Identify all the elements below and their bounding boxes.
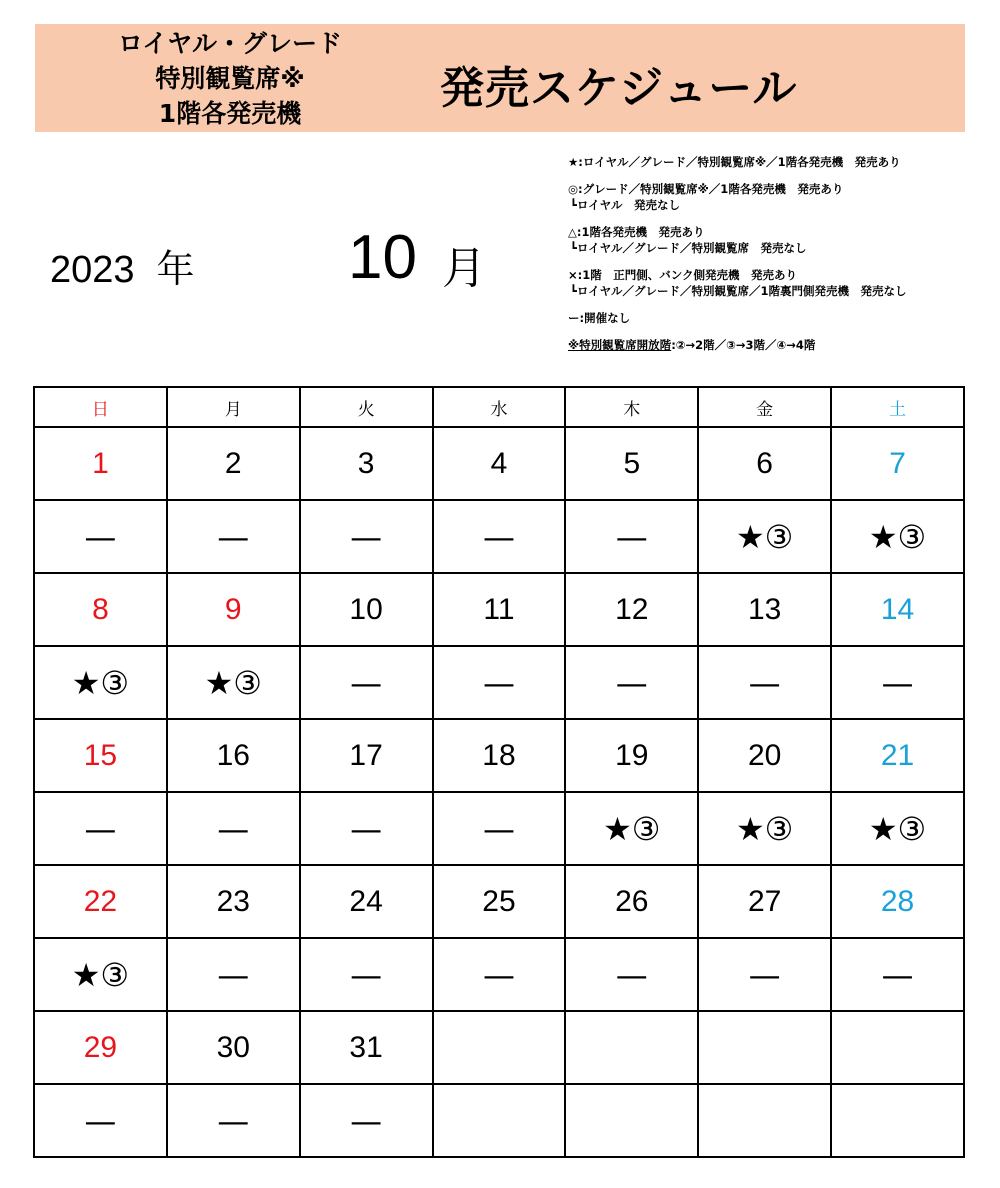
date-cell: 21 (831, 719, 964, 792)
date-cell: 6 (698, 427, 831, 500)
legend-triangle-sub: ┗ロイヤル／グレード／特別観覧席 発売なし (570, 241, 807, 255)
status-cell: — (300, 500, 433, 573)
status-cell: ★③ (34, 646, 167, 719)
date-cell: 9 (167, 573, 300, 646)
status-cell: — (698, 646, 831, 719)
date-cell (433, 1011, 566, 1084)
legend-double-circle (568, 181, 988, 213)
legend-cross-text: ×:1階 正門側、バンク側発売機 発売あり (568, 268, 798, 282)
legend-star (568, 154, 988, 170)
status-cell: — (300, 792, 433, 865)
legend-dash (568, 310, 988, 326)
date-cell: 20 (698, 719, 831, 792)
date-cell: 2 (167, 427, 300, 500)
legend (568, 154, 988, 364)
status-cell: ★③ (698, 500, 831, 573)
date-cell: 26 (565, 865, 698, 938)
date-cell: 1 (34, 427, 167, 500)
weekday-header-row (34, 387, 964, 427)
status-row (34, 1084, 964, 1157)
status-cell: ★③ (831, 500, 964, 573)
status-row (34, 500, 964, 573)
year-label (50, 238, 195, 293)
status-cell: — (34, 792, 167, 865)
status-cell: ★③ (831, 792, 964, 865)
status-cell (565, 1084, 698, 1157)
status-cell: — (300, 646, 433, 719)
weekday-sat: 土 (831, 387, 964, 427)
status-row (34, 938, 964, 1011)
status-cell: — (433, 646, 566, 719)
date-cell: 15 (34, 719, 167, 792)
date-row (34, 719, 964, 792)
date-cell: 14 (831, 573, 964, 646)
page-title: 発売スケジュール (440, 63, 798, 114)
month-unit: 月 (442, 243, 486, 294)
status-cell (831, 1084, 964, 1157)
legend-note-text: :②→2階／③→3階／④→4階 (671, 338, 816, 352)
legend-double-circle-text: ◎:グレード／特別観覧席※／1階各発売機 発売あり (568, 182, 844, 196)
legend-note (568, 337, 988, 353)
legend-cross (568, 267, 988, 299)
date-cell: 27 (698, 865, 831, 938)
status-cell: — (698, 938, 831, 1011)
weekday-mon: 月 (167, 387, 300, 427)
venue-block (80, 26, 380, 131)
status-cell: — (565, 646, 698, 719)
status-cell: — (34, 1084, 167, 1157)
date-cell: 3 (300, 427, 433, 500)
legend-triangle (568, 224, 988, 256)
date-cell: 16 (167, 719, 300, 792)
date-cell: 31 (300, 1011, 433, 1084)
date-cell: 19 (565, 719, 698, 792)
calendar-table (33, 386, 965, 1158)
venue-line-1: ロイヤル・グレード (117, 29, 342, 58)
date-cell (565, 1011, 698, 1084)
weekday-sun: 日 (34, 387, 167, 427)
venue-line-2: 特別観覧席※ (155, 64, 305, 93)
date-cell: 23 (167, 865, 300, 938)
date-cell: 8 (34, 573, 167, 646)
date-cell: 17 (300, 719, 433, 792)
status-cell: — (300, 1084, 433, 1157)
weekday-tue: 火 (300, 387, 433, 427)
status-cell: — (433, 500, 566, 573)
date-cell: 5 (565, 427, 698, 500)
status-cell: ★③ (565, 792, 698, 865)
status-cell: — (831, 646, 964, 719)
weekday-thu: 木 (565, 387, 698, 427)
status-cell: — (565, 938, 698, 1011)
date-cell: 22 (34, 865, 167, 938)
date-cell: 4 (433, 427, 566, 500)
status-cell: — (831, 938, 964, 1011)
status-row (34, 646, 964, 719)
status-cell: — (565, 500, 698, 573)
date-cell: 11 (433, 573, 566, 646)
month-value: 10 (348, 223, 417, 292)
date-cell: 30 (167, 1011, 300, 1084)
date-cell: 28 (831, 865, 964, 938)
legend-note-label: ※特別観覧席開放階 (568, 338, 672, 352)
status-cell: ★③ (34, 938, 167, 1011)
status-cell: — (167, 938, 300, 1011)
date-cell: 29 (34, 1011, 167, 1084)
date-cell: 18 (433, 719, 566, 792)
date-row (34, 865, 964, 938)
date-cell (831, 1011, 964, 1084)
status-row (34, 792, 964, 865)
status-cell: — (167, 500, 300, 573)
legend-dash-text: ー:開催なし (568, 311, 631, 325)
year-value: 2023 (50, 249, 135, 291)
legend-cross-sub: ┗ロイヤル／グレード／特別観覧席／1階裏門側発売機 発売なし (570, 284, 907, 298)
status-cell (433, 1084, 566, 1157)
venue-line-3: 1階各発売機 (158, 99, 302, 128)
legend-triangle-text: △:1階各発売機 発売あり (568, 225, 705, 239)
date-cell: 7 (831, 427, 964, 500)
date-cell: 10 (300, 573, 433, 646)
status-cell: — (300, 938, 433, 1011)
status-cell: ★③ (167, 646, 300, 719)
date-row (34, 1011, 964, 1084)
status-cell: ★③ (698, 792, 831, 865)
weekday-wed: 水 (433, 387, 566, 427)
status-cell: — (34, 500, 167, 573)
status-cell: — (433, 792, 566, 865)
date-cell: 24 (300, 865, 433, 938)
date-cell: 25 (433, 865, 566, 938)
date-row (34, 427, 964, 500)
status-cell: — (167, 1084, 300, 1157)
date-cell: 12 (565, 573, 698, 646)
date-row (34, 573, 964, 646)
legend-double-circle-sub: ┗ロイヤル 発売なし (570, 198, 680, 212)
weekday-fri: 金 (698, 387, 831, 427)
status-cell: — (433, 938, 566, 1011)
status-cell (698, 1084, 831, 1157)
year-unit: 年 (156, 247, 195, 291)
date-cell (698, 1011, 831, 1084)
legend-star-text: ★:ロイヤル／グレード／特別観覧席※／1階各発売機 発売あり (568, 155, 901, 169)
status-cell: — (167, 792, 300, 865)
date-cell: 13 (698, 573, 831, 646)
